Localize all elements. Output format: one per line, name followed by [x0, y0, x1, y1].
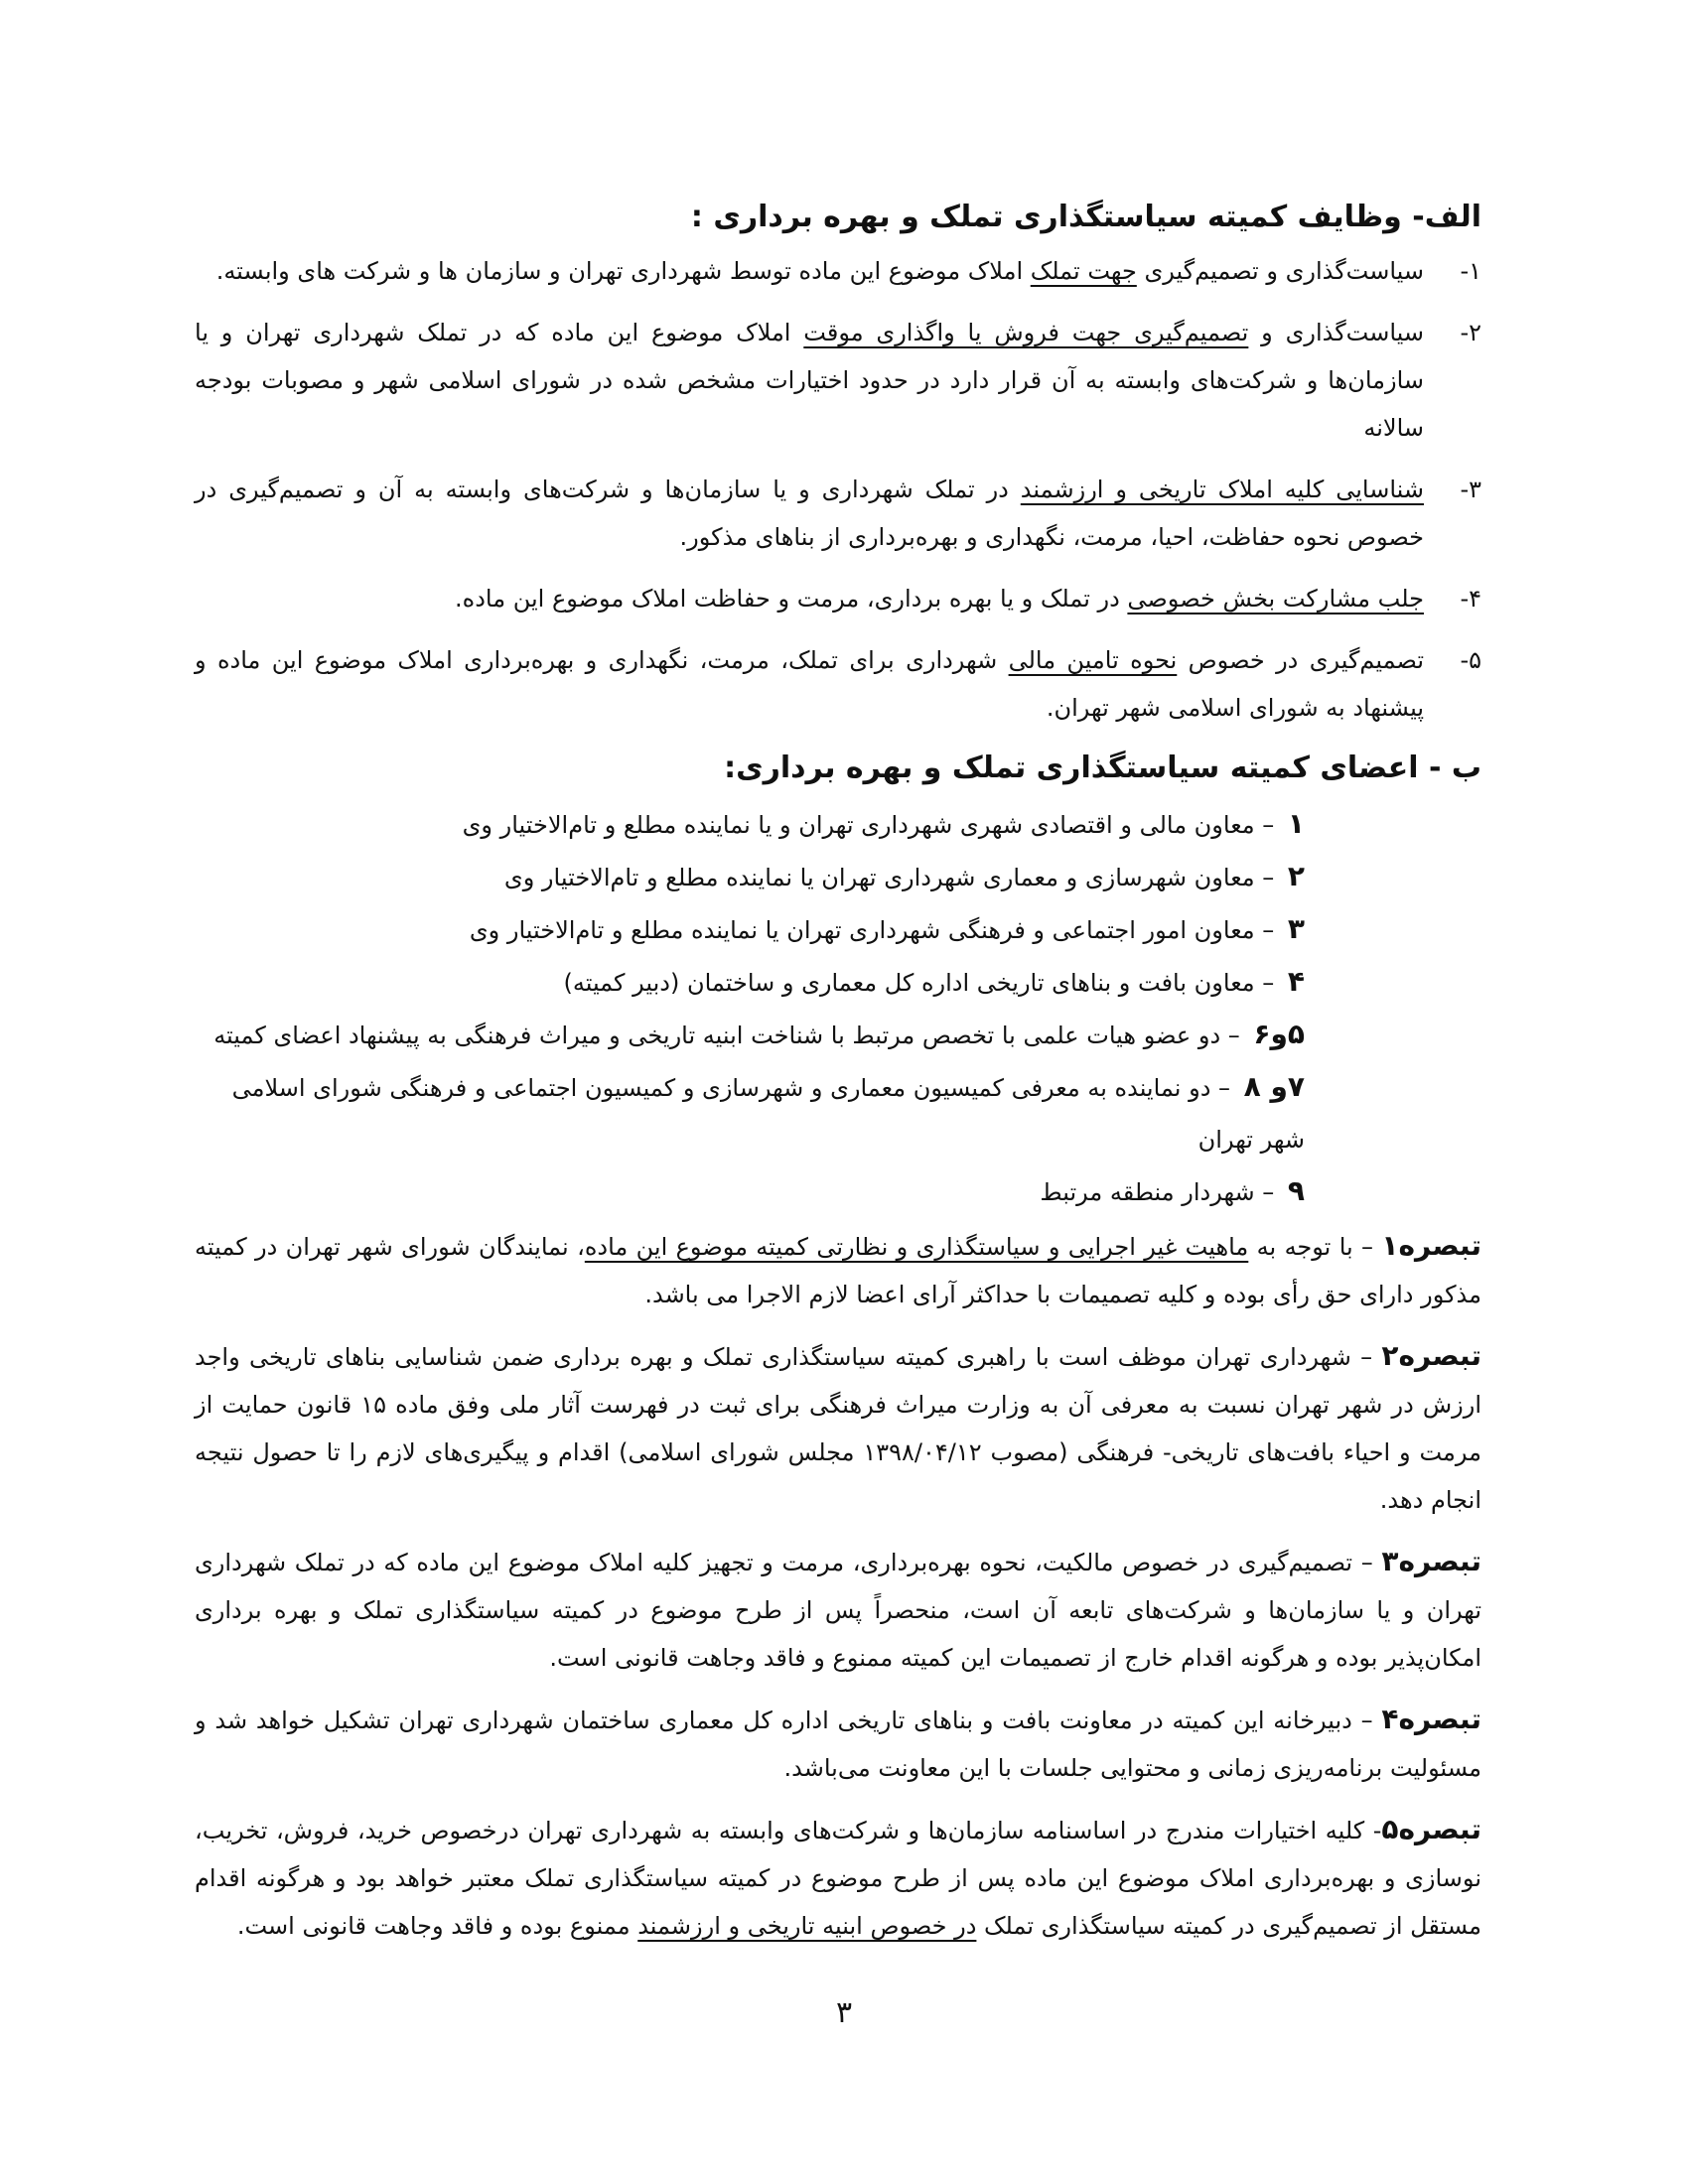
note-label: تبصره۳	[1381, 1545, 1481, 1577]
duty-item: ۲- سیاست‌گذاری و تصمیم‌گیری جهت فروش یا واگذاری موقت املاک موضوع این ماده که در تملک شهرداری تهران و یا سازمان‌ها و شرکت‌های وابسته به آن قرار دارد در حدود اختیارات مشخص شده در شورای اسلامی شهر و مصوبات بودجه سالانه	[195, 309, 1481, 452]
note-paragraph: تبصره۴ – دبیرخانه این کمیته در معاونت بافت و بناهای تاریخی اداره کل معماری ساختمان شهرداری تهران تشکیل خواهد شد و مسئولیت برنامه‌ریزی زمانی و محتوایی جلسات با این معاونت می‌باشد.	[195, 1703, 1481, 1782]
member-number: ۱	[1287, 807, 1305, 840]
member-number: ۳	[1287, 912, 1305, 945]
note-label: تبصره۲	[1381, 1339, 1481, 1372]
duty-item: ۱- سیاست‌گذاری و تصمیم‌گیری جهت تملک املاک موضوع این ماده توسط شهرداری تهران و سازمان ها و شرکت های وابسته.	[195, 247, 1481, 295]
section-a-list	[195, 247, 1481, 732]
note-paragraph: تبصره۱ – با توجه به ماهیت غیر اجرایی و سیاستگذاری و نظارتی کمیته موضوع این ماده، نمایندگان شورای شهر تهران در کمیته مذکور دارای حق رأی بوده و کلیه تصمیمات با حداکثر آرای اعضا لازم الاجرا می باشد.	[195, 1229, 1481, 1308]
member-item: ۹ – شهردار منطقه مرتبط	[1040, 1174, 1305, 1207]
item-number: ۳-	[1460, 476, 1481, 503]
duty-item: ۵- تصمیم‌گیری در خصوص نحوه تامین مالی شهرداری برای تملک، مرمت، نگهداری و بهره‌برداری املاک موضوع این ماده و پیشنهاد به شورای اسلامی شهر تهران.	[195, 636, 1481, 732]
notes-list	[195, 1222, 1481, 1950]
item-number: ۴-	[1460, 585, 1481, 613]
member-item: ۱ – معاون مالی و اقتصادی شهری شهرداری تهران و یا نماینده مطلع و تام‌الاختیار وی	[462, 807, 1305, 840]
duty-item: ۳- شناسایی کلیه املاک تاریخی و ارزشمند در تملک شهرداری و یا سازمان‌ها و شرکت‌های وابسته به آن و تصمیم‌گیری در خصوص نحوه حفاظت، احیا، مرمت، نگهداری و بهره‌برداری از بناهای مذکور.	[195, 466, 1481, 561]
underlined-text: شناسایی کلیه املاک تاریخی و ارزشمند	[1020, 476, 1424, 503]
underlined-text: نحوه تامین مالی	[1008, 646, 1178, 674]
member-number: ۵و۶	[1253, 1018, 1305, 1050]
member-number: ۹	[1287, 1174, 1305, 1207]
item-number: ۱-	[1460, 257, 1481, 285]
member-item: ۲ – معاون شهرسازی و معماری شهرداری تهران یا نماینده مطلع و تام‌الاختیار وی	[503, 860, 1305, 892]
item-number: ۲-	[1460, 319, 1481, 346]
note-paragraph: تبصره۲ – شهرداری تهران موظف است با راهبری کمیته سیاستگذاری تملک و بهره برداری ضمن شناسایی بناهای تاریخی واجد ارزش در شهر تهران نسبت به معرفی آن به وزارت میراث فرهنگی برای ثبت در فهرست آثار ملی وفق ماده ۱۵ قانون حمایت از مرمت و احیاء بافت‌های تاریخی- فرهنگی (مصوب ۱۳۹۸/۰۴/۱۲ مجلس شورای اسلامی) اقدام و پیگیری‌های لازم را تا حصول نتیجه انجام دهد.	[195, 1339, 1481, 1514]
note-label: تبصره۴	[1381, 1703, 1481, 1735]
member-number: ۷و ۸	[1243, 1070, 1305, 1103]
note-paragraph: تبصره۳ – تصمیم‌گیری در خصوص مالکیت، نحوه بهره‌برداری، مرمت و تجهیز کلیه املاک موضوع این ماده که در تملک شهرداری تهران و یا سازمان‌ها و شرکت‌های تابعه آن است، منحصراً پس از طرح موضوع در کمیته سیاستگذاری تملک و بهره برداری امکان‌پذیر بوده و هرگونه اقدام خارج از تصمیمات این کمیته ممنوع و فاقد وجاهت قانونی است.	[195, 1545, 1481, 1672]
underlined-text: ماهیت غیر اجرایی و سیاستگذاری و نظارتی کمیته موضوع این ماده	[584, 1233, 1249, 1261]
member-item: ۳ – معاون امور اجتماعی و فرهنگی شهرداری تهران یا نماینده مطلع و تام‌الاختیار وی	[469, 912, 1305, 945]
member-number: ۲	[1287, 860, 1305, 892]
underlined-text: تصمیم‌گیری جهت فروش یا واگذاری موقت	[803, 319, 1249, 346]
section-b-heading: ب - اعضای کمیته سیاستگذاری تملک و بهره برداری:	[724, 751, 1481, 785]
member-item: ۷و ۸ – دو نماینده به معرفی کمیسیون معماری و شهرسازی و کمیسیون اجتماعی و فرهنگی شورای اسلامی شهر تهران	[231, 1070, 1305, 1154]
page-number: ۳	[835, 1995, 853, 2030]
underlined-text: جلب مشارکت بخش خصوصی	[1127, 585, 1424, 613]
note-label: تبصره۱	[1381, 1229, 1481, 1262]
item-number: ۵-	[1460, 646, 1481, 674]
note-paragraph: تبصره۵- کلیه اختیارات مندرج در اساسنامه سازمان‌ها و شرکت‌های وابسته به شهرداری تهران درخصوص خرید، فروش، تخریب، نوسازی و بهره‌برداری املاک موضوع این ماده پس از طرح موضوع در کمیته سیاستگذاری تملک معتبر خواهد بود و هرگونه اقدام مستقل از تصمیم‌گیری در کمیته سیاستگذاری تملک در خصوص ابنیه تاریخی و ارزشمند ممنوع بوده و فاقد وجاهت قانونی است.	[195, 1813, 1481, 1940]
members-list	[195, 798, 1481, 1218]
member-number: ۴	[1287, 965, 1305, 998]
underlined-text: در خصوص ابنیه تاریخی و ارزشمند	[637, 1912, 977, 1940]
underlined-text: جهت تملک	[1030, 257, 1137, 285]
duty-item: ۴- جلب مشارکت بخش خصوصی در تملک و یا بهره برداری، مرمت و حفاظت املاک موضوع این ماده.	[195, 575, 1481, 622]
member-item: ۴ – معاون بافت و بناهای تاریخی اداره کل معماری و ساختمان (دبیر کمیته)	[563, 965, 1305, 998]
member-item: ۵و۶ – دو عضو هیات علمی با تخصص مرتبط با شناخت ابنیه تاریخی و میراث فرهنگی به پیشنهاد اعضای کمیته	[213, 1018, 1305, 1050]
section-a-heading: الف- وظایف کمیته سیاستگذاری تملک و بهره برداری :	[690, 200, 1481, 234]
note-label: تبصره۵	[1381, 1813, 1481, 1845]
